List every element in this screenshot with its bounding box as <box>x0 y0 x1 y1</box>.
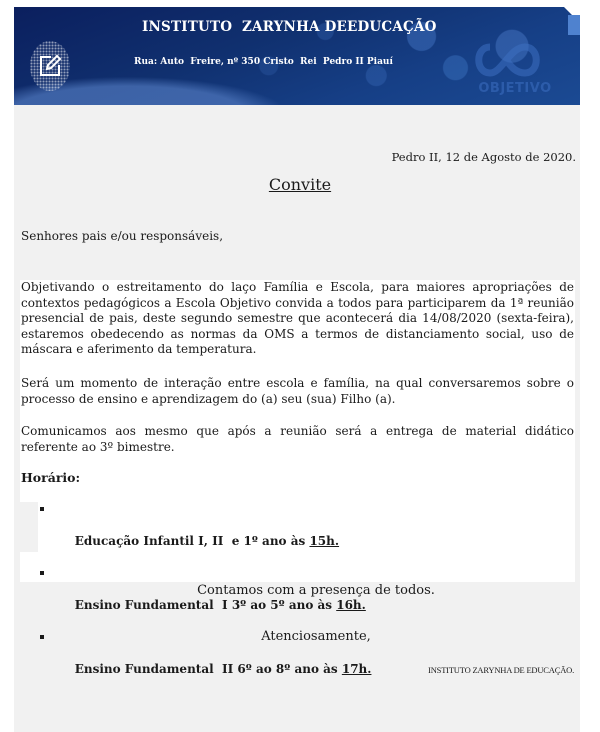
institution-address: Rua: Auto Freire, nº 350 Cristo Rei Pedro II Piauí <box>134 57 393 67</box>
square-bullet-icon <box>40 571 44 575</box>
signature: INSTITUTO ZARYNHA DE EDUCAÇÃO. <box>428 665 574 675</box>
document-title: Convite <box>268 175 332 194</box>
schedule-indent-shade <box>20 502 38 552</box>
schedule-item <box>38 501 371 565</box>
square-bullet-icon <box>40 507 44 511</box>
paragraph-material-delivery: Comunicamos aos mesmo que após a reunião será a entrega de material didático referente ao 3º bimestre. <box>21 424 574 454</box>
schedule-item-text: Ensino Fundamental I 3º ao 5º ano às <box>74 598 337 612</box>
closing-line: Contamos com a presença de todos. <box>197 583 435 598</box>
salutation: Senhores pais e/ou responsáveis, <box>21 229 224 243</box>
schedule-item-text: Ensino Fundamental II 6º ao 8º ano às <box>74 662 342 676</box>
schedule-heading: Horário: <box>21 470 81 485</box>
institution-name: INSTITUTO ZARYNHA DEEDUCAÇÃO <box>142 19 437 35</box>
schedule-item-time: 15h. <box>309 534 340 548</box>
letterhead-banner <box>14 7 580 105</box>
paragraph-meeting-purpose: Será um momento de interação entre escola e família, na qual conversaremos sobre o processo de ensino e aprendizagem do (a) seu (sua) Filho (a). <box>21 376 574 406</box>
paragraph-invitation: Objetivando o estreitamento do laço Família e Escola, para maiores apropriações de contextos pedagógicos a Escola Objetivo convida a todos para participarem da 1ª reunião presencial de pais, deste segundo semestre que acontecerá dia 14/08/2020 (sexta-feira), estaremos obedecendo as normas da OMS a termos de distanciamento social, uso de máscara e aferimento da temperatura. <box>21 280 574 356</box>
objetivo-logo-watermark <box>470 37 560 105</box>
date-line: Pedro II, 12 de Agosto de 2020. <box>391 150 576 164</box>
schedule-item-time: 16h. <box>336 598 366 612</box>
banner-corner-accent <box>568 15 580 35</box>
schedule-item-time: 17h. <box>341 662 372 676</box>
schedule-item-text: Educação Infantil I, II e 1º ano às <box>74 534 310 548</box>
regards-line: Atenciosamente, <box>261 629 371 644</box>
watermark-text: OBJETIVO <box>478 81 552 96</box>
edit-note-icon <box>30 41 70 91</box>
